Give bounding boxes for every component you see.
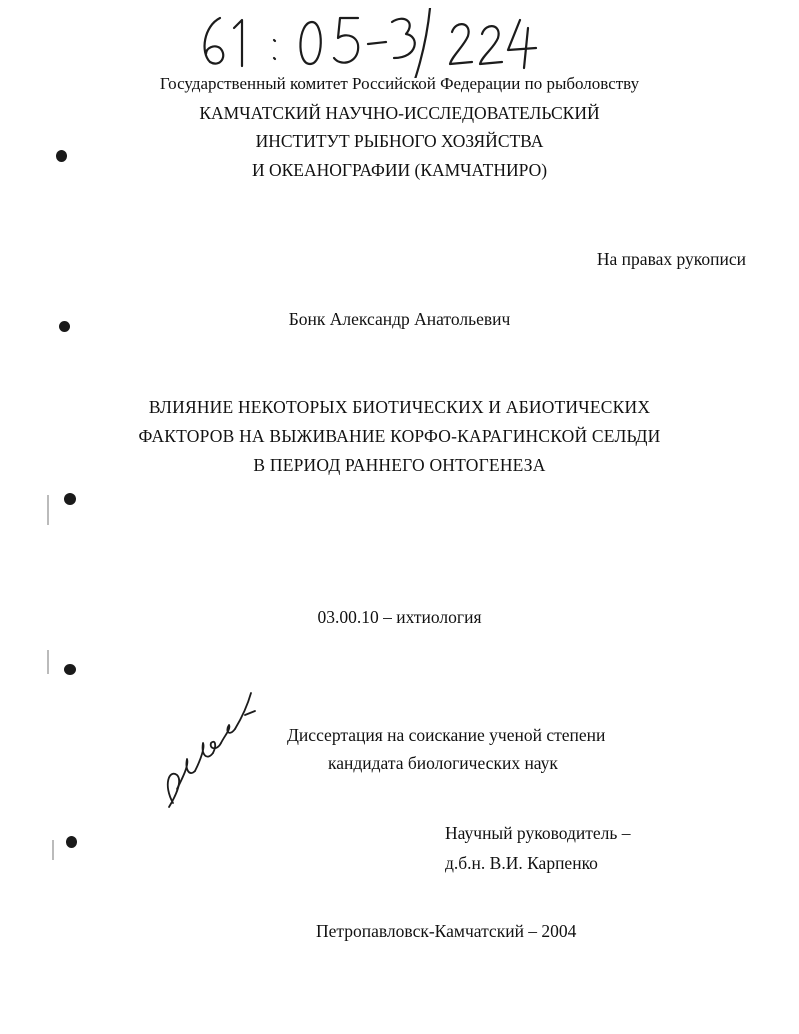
institute-line-1: КАМЧАТСКИЙ НАУЧНО-ИССЛЕДОВАТЕЛЬСКИЙ (199, 103, 600, 123)
binding-hole-3 (64, 493, 76, 505)
author-name: Бонк Александр Анатольевич (288, 309, 511, 329)
city-year: Петропавловск-Камчатский – 2004 (316, 921, 577, 941)
title-line-2: ФАКТОРОВ НА ВЫЖИВАНИЕ КОРФО-КАРАГИНСКОЙ СЕЛЬДИ (138, 426, 661, 446)
binding-hole-4 (64, 664, 76, 675)
institute-line-2: ИНСТИТУТ РЫБНОГО ХОЗЯЙСТВА (255, 131, 544, 151)
supervisor-label: Научный руководитель – (445, 823, 631, 843)
committee-name: Государственный комитет Российской Федерации по рыболовству (159, 74, 640, 93)
dissertation-line-2: кандидата биологических наук (328, 753, 558, 773)
handwritten-code-text (190, 8, 580, 66)
handwritten-signature (155, 685, 265, 815)
scan-artifact (47, 495, 49, 525)
binding-hole-5 (66, 836, 77, 848)
handwritten-archive-code (190, 8, 550, 78)
title-line-1: ВЛИЯНИЕ НЕКОТОРЫХ БИОТИЧЕСКИХ И АБИОТИЧЕСКИХ (148, 397, 651, 417)
dissertation-line-1: Диссертация на соискание ученой степени (287, 725, 606, 745)
manuscript-rights: На правах рукописи (596, 249, 746, 269)
institute-line-3: И ОКЕАНОГРАФИИ (КАМЧАТНИРО) (251, 160, 548, 180)
binding-hole-2 (59, 321, 70, 332)
scan-artifact (52, 840, 54, 860)
supervisor-name: д.б.н. В.И. Карпенко (445, 853, 598, 873)
title-line-3: В ПЕРИОД РАННЕГО ОНТОГЕНЕЗА (253, 455, 546, 475)
binding-hole-1 (56, 150, 67, 162)
scan-artifact (47, 650, 49, 674)
specialty-code: 03.00.10 – ихтиология (317, 607, 482, 627)
